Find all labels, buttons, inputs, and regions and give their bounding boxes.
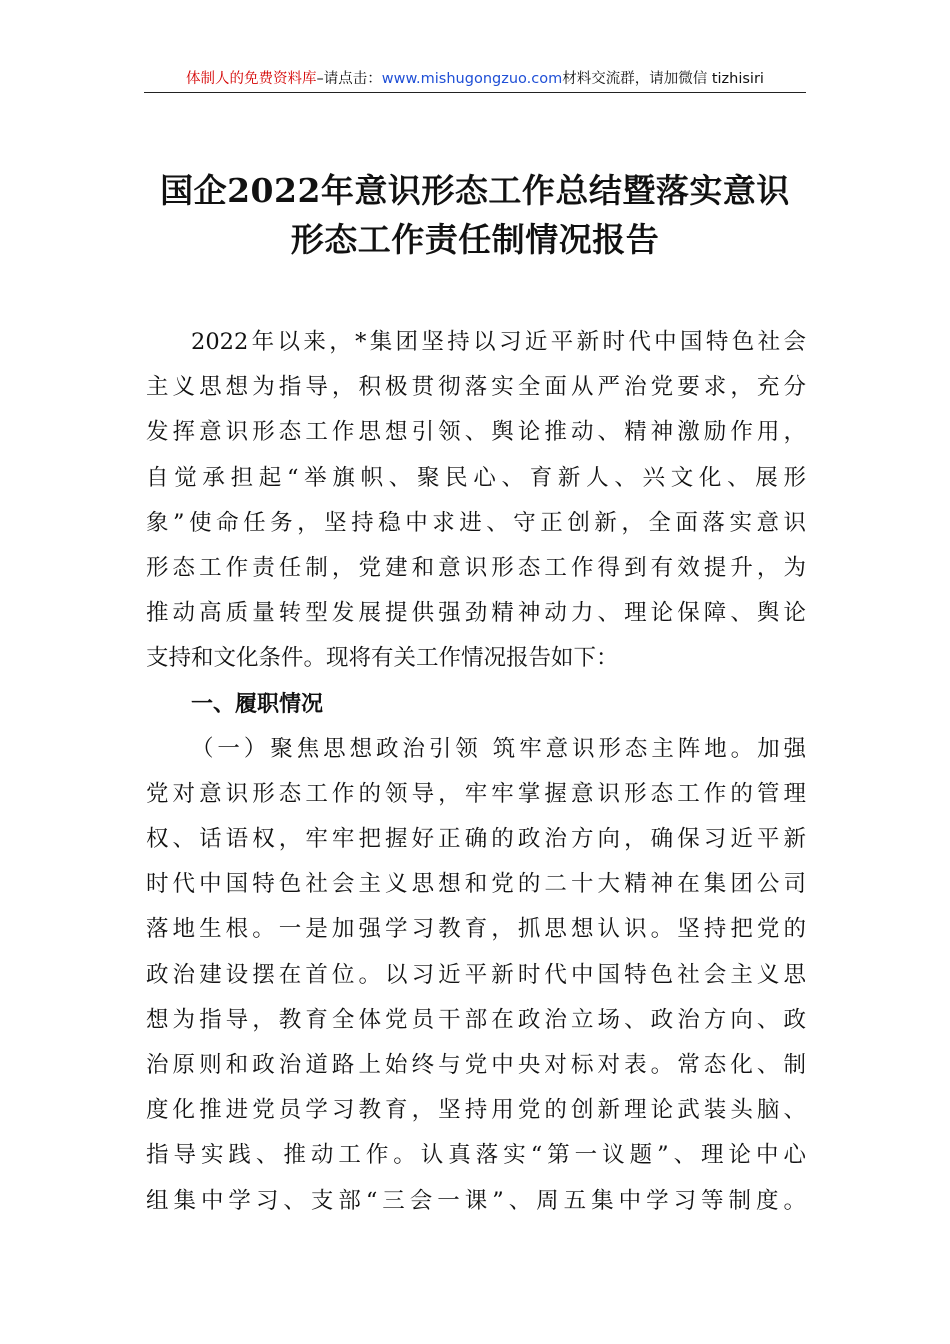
document-title xyxy=(130,166,820,264)
section-line: 时代中国特色社会主义思想和党的二十大精神在集团公司 xyxy=(146,871,806,898)
intro-line: 自觉承担起“举旗帜、聚民心、育新人、兴文化、展形 xyxy=(146,464,806,491)
header-brand: 体制人的免费资料库 xyxy=(186,71,317,87)
section-line: （一）聚焦思想政治引领 筑牢意识形态主阵地。加强 xyxy=(191,735,806,762)
section-line: 度化推进党员学习教育，坚持用党的创新理论武装头脑、 xyxy=(146,1097,806,1124)
intro-line: 支持和文化条件。现将有关工作情况报告如下： xyxy=(146,645,619,672)
title-line: 国企2022年意识形态工作总结暨落实意识 xyxy=(160,171,790,210)
intro-line: 2022年以来，*集团坚持以习近平新时代中国特色社会 xyxy=(191,329,806,355)
header-contact: 材料交流群，请加微信 tizhisiri xyxy=(562,71,764,87)
section-line: 落地生根。一是加强学习教育，抓思想认识。坚持把党的 xyxy=(146,916,806,943)
document-body xyxy=(146,320,806,1224)
intro-line: 形态工作责任制，党建和意识形态工作得到有效提升，为 xyxy=(146,554,806,581)
section-line: 组集中学习、支部“三会一课”、周五集中学习等制度。 xyxy=(146,1187,806,1214)
section-line: 党对意识形态工作的领导，牢牢掌握意识形态工作的管理 xyxy=(146,780,806,807)
section-line: 指导实践、推动工作。认真落实“第一议题”、理论中心 xyxy=(146,1142,806,1169)
intro-line: 发挥意识形态工作思想引领、舆论推动、精神激励作用， xyxy=(146,419,806,446)
intro-line: 象”使命任务，坚持稳中求进、守正创新，全面落实意识 xyxy=(146,509,806,536)
section-line: 想为指导，教育全体党员干部在政治立场、政治方向、政 xyxy=(146,1006,806,1033)
title-line: 形态工作责任制情况报告 xyxy=(290,220,660,259)
section-line: 权、话语权，牢牢把握好正确的政治方向，确保习近平新 xyxy=(146,826,806,853)
intro-line: 主义思想为指导，积极贯彻落实全面从严治党要求，充分 xyxy=(146,374,806,401)
section-line: 治原则和政治道路上始终与党中央对标对表。常态化、制 xyxy=(146,1052,806,1078)
section-line: 政治建设摆在首位。以习近平新时代中国特色社会主义思 xyxy=(146,961,806,988)
header-site-link[interactable]: www.mishugongzuo.com xyxy=(381,71,563,87)
intro-line: 推动高质量转型发展提供强劲精神动力、理论保障、舆论 xyxy=(146,600,806,627)
header-prompt: –请点击： xyxy=(316,71,382,87)
page-header xyxy=(144,66,806,93)
section-heading: 一、履职情况 xyxy=(191,691,324,717)
